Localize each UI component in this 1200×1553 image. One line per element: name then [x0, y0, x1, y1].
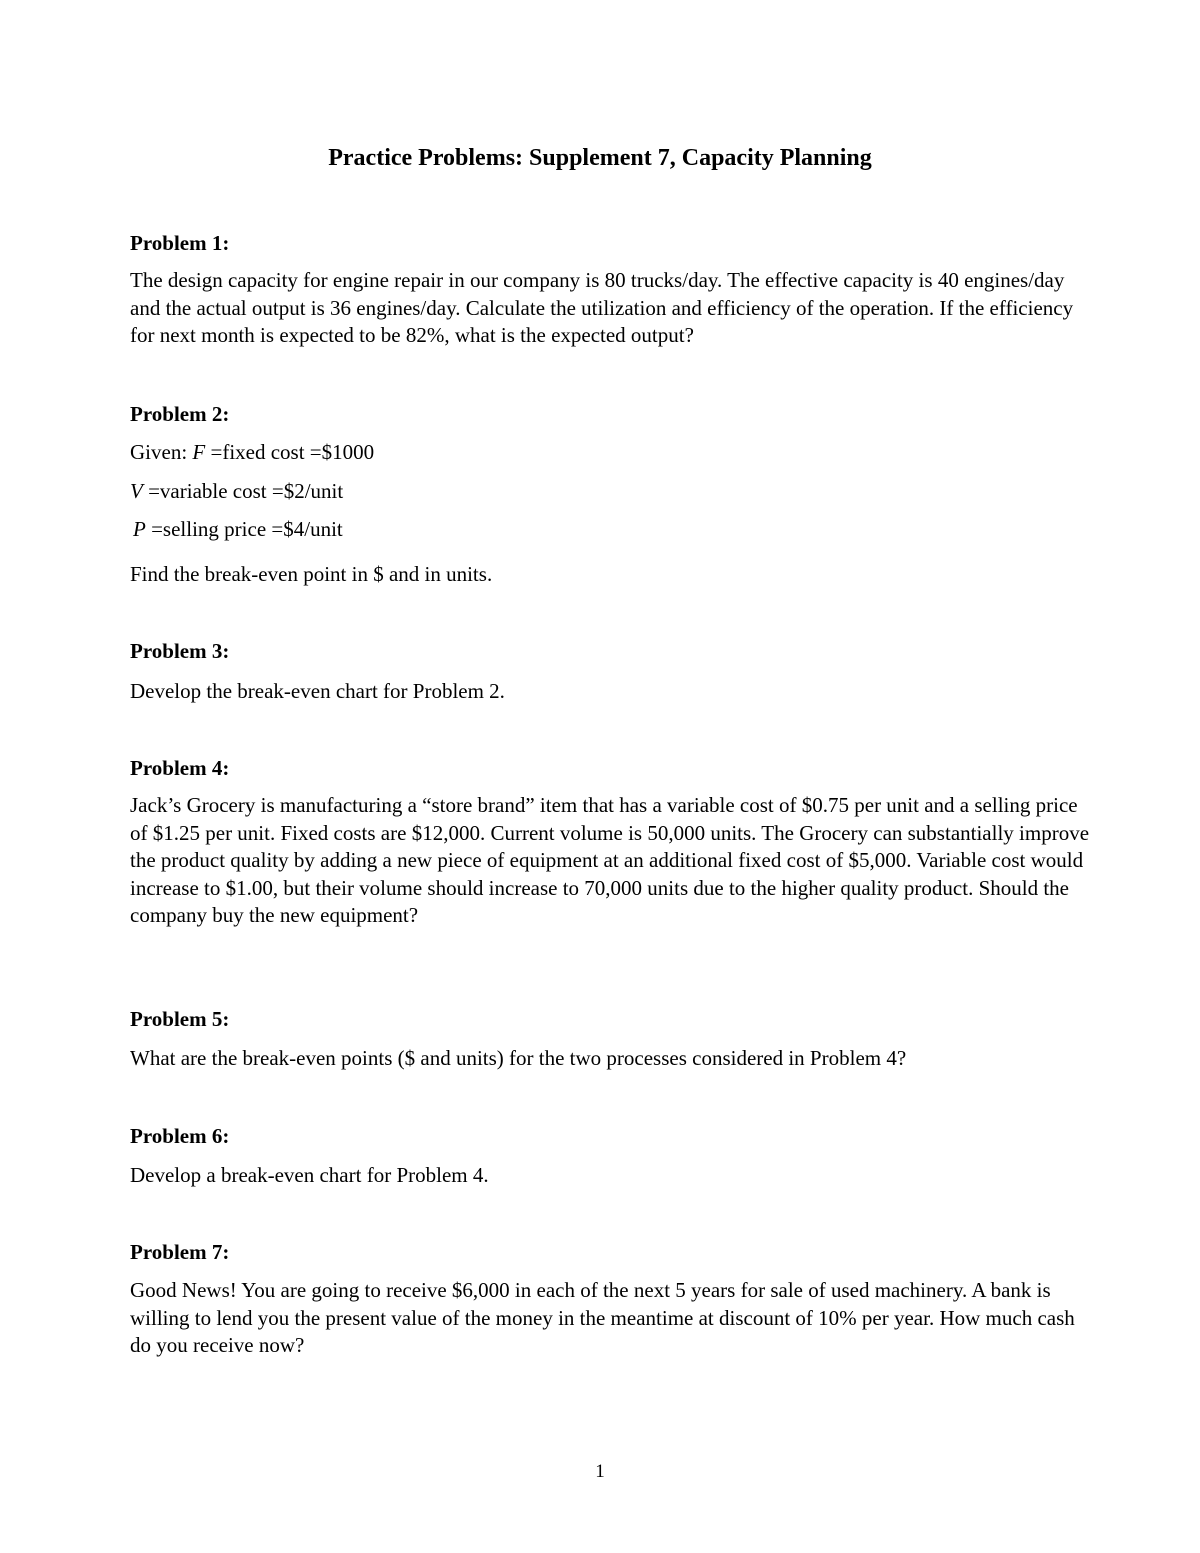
page-number: 1 [595, 1461, 605, 1482]
formula-variable-f: F [192, 440, 206, 464]
problem-5-text: What are the break-even points ($ and units) for the two processes considered in Problem 4? [130, 1046, 907, 1070]
formula-definition-f: =fixed cost =$1000 [205, 440, 375, 464]
problem-4-text: Jack’s Grocery is manufacturing a “store brand” item that has a variable cost of $0.75 per unit and a selling price of $1.25 per unit. Fixed costs are $12,000. Current volume is 50,000 units. The Grocery can substantially improve the product quality by adding a new piece of equipment at an additional fixed cost of $5,000. Variable cost would increase to $1.00, but their volume should increase to 70,000 units due to the higher quality product. Should the company buy the new equipment? [130, 793, 1090, 927]
problem-2-formula-p [133, 516, 343, 542]
formula-variable-p: P [133, 517, 146, 541]
problem-1-text: The design capacity for engine repair in our company is 80 trucks/day. The effective capacity is 40 engines/day and the actual output is 36 engines/day. Calculate the utilization and efficiency of the operation. If the efficiency for next month is expected to be 82%, what is the expected output? [130, 268, 1074, 347]
formula-definition-v: =variable cost =$2/unit [142, 479, 344, 503]
problem-2-formula-f [130, 439, 374, 465]
problem-1-heading: Problem 1: [130, 231, 230, 255]
given-label: Given: [130, 440, 193, 464]
problem-4-heading: Problem 4: [130, 756, 230, 780]
problem-2-formula-v [130, 478, 343, 504]
problem-3-heading: Problem 3: [130, 639, 230, 663]
problem-5-heading: Problem 5: [130, 1007, 230, 1031]
problem-3-text: Develop the break-even chart for Problem 2. [130, 679, 505, 703]
formula-variable-v: V [130, 479, 143, 503]
problem-7-text: Good News! You are going to receive $6,000 in each of the next 5 years for sale of used machinery. A bank is willing to lend you the present value of the money in the meantime at discount of 10% per year. How much cash do you receive now? [130, 1278, 1075, 1357]
document-title: Practice Problems: Supplement 7, Capacity Planning [328, 145, 872, 171]
problem-7-heading: Problem 7: [130, 1240, 230, 1264]
problem-2-heading: Problem 2: [130, 402, 230, 426]
problem-6-heading: Problem 6: [130, 1124, 230, 1148]
formula-definition-p: =selling price =$4/unit [145, 517, 343, 541]
problem-2-text: Find the break-even point in $ and in units. [130, 562, 493, 586]
problem-6-text: Develop a break-even chart for Problem 4. [130, 1163, 489, 1187]
